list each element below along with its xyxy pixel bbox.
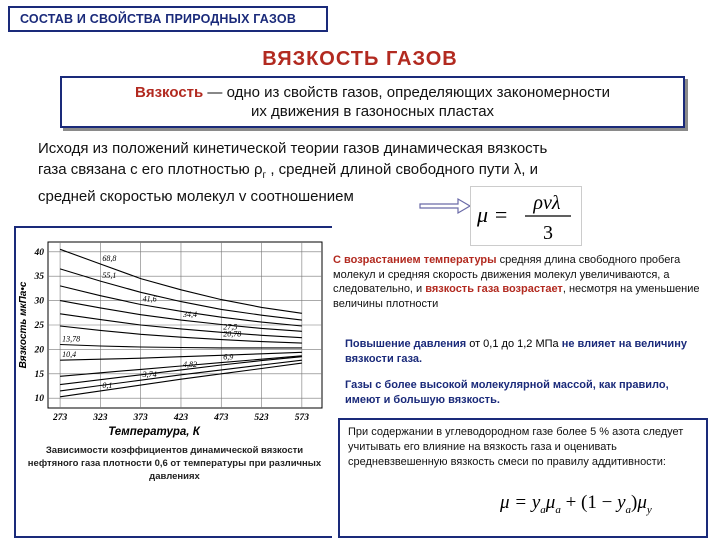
- formula-numerator: ρvλ: [533, 192, 561, 214]
- x-tick-label: 273: [52, 413, 68, 423]
- x-tick-label: 523: [254, 413, 269, 423]
- section-header: [8, 6, 328, 32]
- formula-denominator: 3: [543, 222, 553, 244]
- definition-line1: — одно из свойств газов, определяющих закономерности: [203, 84, 610, 101]
- series-label: 20,78: [223, 329, 242, 339]
- y-tick-label: 10: [34, 394, 44, 405]
- viscosity-chart: [14, 228, 332, 440]
- x-tick-label: 323: [93, 413, 108, 423]
- temperature-text2: , несмотря на уменьшение величины плотности: [333, 283, 700, 310]
- y-tick-label: 15: [34, 369, 44, 380]
- series-label: 10,4: [62, 350, 77, 360]
- intro-line1: Исходя из положений кинетической теории газов динамическая вязкость: [38, 140, 548, 157]
- temperature-paragraph: [333, 253, 703, 311]
- x-axis-label: Температура, К: [108, 426, 200, 438]
- series-label: 41,6: [142, 294, 157, 304]
- pressure-lead: Повышение давления: [345, 338, 467, 350]
- series-label: 68,8: [102, 253, 117, 263]
- y-tick-label: 30: [34, 296, 44, 307]
- intro-line2-end: , средней длиной свободного пути λ, и: [266, 161, 539, 178]
- y-tick-label: 40: [34, 247, 44, 258]
- definition-line2: их движения в газоносных пластах: [250, 103, 495, 120]
- series-label: 55,1: [102, 271, 117, 281]
- intro-line3: средней скоростью молекул v соотношением: [38, 188, 354, 205]
- series-label: 4,82: [182, 359, 197, 369]
- temperature-lead: С возрастанием температуры: [333, 254, 497, 266]
- series-label: 6,9: [223, 352, 234, 362]
- x-tick-label: 423: [173, 413, 189, 423]
- page-title: ВЯЗКОСТЬ ГАЗОВ: [262, 48, 458, 70]
- x-tick-label: 473: [214, 413, 229, 423]
- pressure-result: не влияет на величину вязкости газа.: [345, 338, 687, 365]
- series-label: 0,1: [102, 380, 113, 390]
- pressure-paragraph: [345, 337, 700, 366]
- mixture-formula: [340, 472, 700, 532]
- series-label: 27,5: [223, 322, 238, 332]
- pressure-range: от 0,1 до 1,2 МПа: [466, 338, 562, 350]
- mixture-formula-text: $\mu = y_a\mu_a + (1 - y_a)\mu_y$: [500, 492, 652, 516]
- temperature-result: вязкость газа возрастает: [425, 283, 563, 295]
- formula-lhs: μ =: [477, 202, 509, 227]
- x-tick-label: 573: [294, 413, 309, 423]
- y-axis-label: Вязкость мкПа•с: [18, 281, 29, 369]
- mixture-text: При содержании в углеводородном газе более 5 % азота следует учитывать его влияние на вязкость газа и оценивать средневзвешенную вязкость смеси по правилу аддитивности:: [348, 426, 684, 468]
- temperature-text1: средняя длина свободного пробега молекул и средняя скорость движения молекул увеличиваются, а следовательно, и: [333, 254, 681, 295]
- definition-term: Вязкость: [135, 84, 204, 101]
- x-tick-label: 373: [133, 413, 148, 423]
- definition-box: [60, 76, 685, 128]
- chart-caption: Зависимости коэффициентов динамической вязкости нефтяного газа плотности 0,6 от температуры при различных давлениях: [27, 445, 322, 482]
- series-label: 34,4: [182, 310, 197, 320]
- section-header-title: СОСТАВ И СВОЙСТВА ПРИРОДНЫХ ГАЗОВ: [20, 12, 297, 26]
- arrow-icon: [418, 196, 473, 216]
- molecular-paragraph: Газы с более высокой молекулярной массой, как правило, имеют и большую вязкость.: [345, 379, 669, 406]
- intro-line2-sub: г: [262, 170, 267, 181]
- series-label: 13,78: [62, 334, 81, 344]
- series-label: 3,74: [142, 370, 157, 380]
- y-tick-label: 25: [34, 321, 44, 331]
- y-tick-label: 35: [34, 272, 44, 283]
- y-tick-label: 20: [34, 345, 44, 356]
- viscosity-formula: [470, 186, 582, 246]
- intro-line2: газа связана с его плотностью ρ: [38, 161, 263, 178]
